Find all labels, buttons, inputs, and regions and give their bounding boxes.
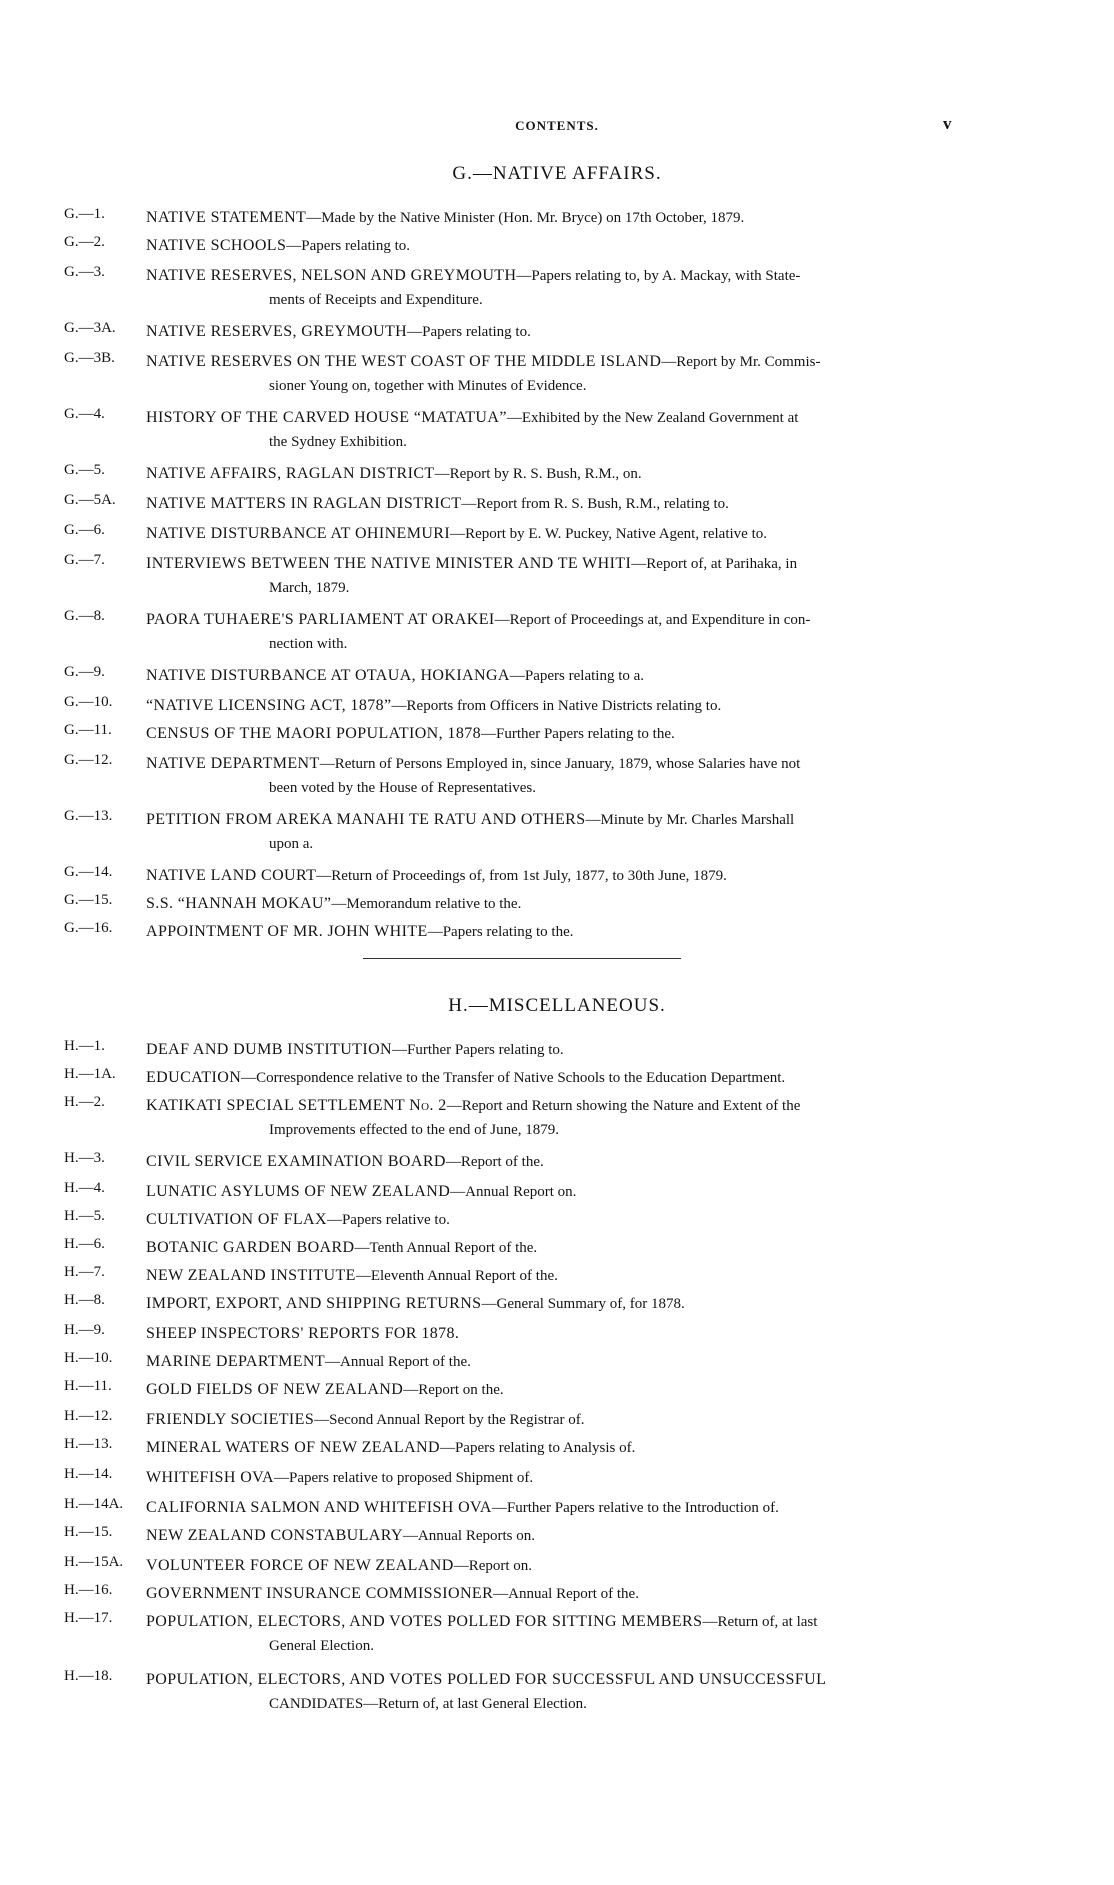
entry-text bbox=[146, 462, 976, 486]
entry-text bbox=[146, 264, 976, 312]
entry-description: —Papers relating to. bbox=[407, 324, 531, 340]
entry-description: —Annual Reports on. bbox=[402, 1528, 535, 1544]
entry-code: G.—5A. bbox=[64, 492, 116, 508]
entry-title: NATIVE STATEMENT bbox=[146, 209, 307, 226]
entry-continuation: upon a. bbox=[269, 836, 314, 852]
entry-title: HISTORY OF THE CARVED HOUSE “MATATUA” bbox=[146, 409, 507, 426]
entry-text bbox=[146, 320, 976, 344]
entry-continuation: nection with. bbox=[269, 636, 348, 652]
entry-description: —Papers relating to, by A. Mackay, with State- bbox=[516, 268, 801, 284]
entry-code: G.—11. bbox=[64, 722, 112, 738]
entry-code: G.—3B. bbox=[64, 350, 115, 366]
entry-title: NATIVE DEPARTMENT bbox=[146, 755, 320, 772]
entry-description: —Tenth Annual Report of the. bbox=[354, 1240, 538, 1256]
entry-text bbox=[146, 552, 976, 600]
entry-description: —Return of, at last bbox=[702, 1614, 818, 1630]
entry-continuation: the Sydney Exhibition. bbox=[269, 434, 407, 450]
entry-description: —Annual Report of the. bbox=[325, 1354, 471, 1370]
entry-description: —General Summary of, for 1878. bbox=[481, 1296, 685, 1312]
entry-title: MARINE DEPARTMENT bbox=[146, 1353, 326, 1370]
entry-title: POPULATION, ELECTORS, AND VOTES POLLED FOR SITTING MEMBERS bbox=[146, 1613, 703, 1630]
entry-code: G.—3. bbox=[64, 264, 105, 280]
entry-title: CENSUS OF THE MAORI POPULATION, 1878 bbox=[146, 725, 482, 742]
entry-title: NATIVE SCHOOLS bbox=[146, 237, 287, 254]
entry-description: —Report by R. S. Bush, R.M., on. bbox=[434, 466, 642, 482]
entry-continuation: ments of Receipts and Expenditure. bbox=[269, 292, 483, 308]
entry-text bbox=[146, 522, 976, 546]
entry-title: NATIVE RESERVES, NELSON AND GREYMOUTH bbox=[146, 267, 517, 284]
entry-text bbox=[146, 1208, 976, 1232]
entry-title: WHITEFISH OVA bbox=[146, 1469, 275, 1486]
entry-description: —Report by E. W. Puckey, Native Agent, relative to. bbox=[450, 526, 767, 542]
entry-code: H.—17. bbox=[64, 1610, 113, 1626]
entry-description: —Further Papers relating to the. bbox=[481, 726, 675, 742]
entry-description: —Annual Report of the. bbox=[493, 1586, 639, 1602]
entry-code: H.—14. bbox=[64, 1466, 113, 1482]
entry-description: —Report from R. S. Bush, R.M., relating to. bbox=[461, 496, 729, 512]
entry-description: —Return of Proceedings of, from 1st July, 1877, to 30th June, 1879. bbox=[316, 868, 727, 884]
entry-text bbox=[146, 1150, 976, 1174]
entry-title: SHEEP INSPECTORS' REPORTS FOR 1878. bbox=[146, 1325, 460, 1342]
entry-text bbox=[146, 1496, 976, 1520]
entry-title: APPOINTMENT OF MR. JOHN WHITE bbox=[146, 923, 428, 940]
entry-title: NATIVE MATTERS IN RAGLAN DISTRICT bbox=[146, 495, 462, 512]
entry-text bbox=[146, 694, 976, 718]
entry-text bbox=[146, 722, 976, 746]
entry-text bbox=[146, 752, 976, 800]
entry-text bbox=[146, 920, 976, 944]
entry-code: G.—15. bbox=[64, 892, 113, 908]
entry-description: —Report of, at Parihaka, in bbox=[631, 556, 798, 572]
entry-text bbox=[146, 1066, 976, 1090]
entry-code: H.—3. bbox=[64, 1150, 105, 1166]
entry-continuation: March, 1879. bbox=[269, 580, 350, 596]
entry-title: NEW ZEALAND CONSTABULARY bbox=[146, 1527, 403, 1544]
entry-text bbox=[146, 864, 976, 888]
entry-title: KATIKATI SPECIAL SETTLEMENT No. 2 bbox=[146, 1097, 447, 1114]
entry-title: LUNATIC ASYLUMS OF NEW ZEALAND bbox=[146, 1183, 451, 1200]
entry-code: H.—16. bbox=[64, 1582, 113, 1598]
entry-code: H.—15A. bbox=[64, 1554, 124, 1570]
entry-text bbox=[146, 1436, 976, 1460]
entry-description: —Second Annual Report by the Registrar of. bbox=[314, 1412, 585, 1428]
entry-code: G.—16. bbox=[64, 920, 113, 936]
entry-description: —Report of Proceedings at, and Expenditure in con- bbox=[494, 612, 811, 628]
entry-title: NEW ZEALAND INSTITUTE bbox=[146, 1267, 356, 1284]
entry-text bbox=[146, 406, 976, 454]
entry-code: H.—14A. bbox=[64, 1496, 124, 1512]
entry-code: G.—9. bbox=[64, 664, 105, 680]
section-heading-miscellaneous: H.—MISCELLANEOUS. bbox=[448, 995, 666, 1016]
entry-code: H.—10. bbox=[64, 1350, 113, 1366]
entry-text bbox=[146, 1038, 976, 1062]
entry-description: —Annual Report on. bbox=[450, 1184, 577, 1200]
entry-text bbox=[146, 1378, 976, 1402]
entry-code: H.—8. bbox=[64, 1292, 105, 1308]
section-heading-native-affairs: G.—NATIVE AFFAIRS. bbox=[452, 163, 662, 184]
entry-description: —Return of Persons Employed in, since January, 1879, whose Salaries have not bbox=[319, 756, 801, 772]
entry-code: H.—4. bbox=[64, 1180, 105, 1196]
entry-text bbox=[146, 664, 976, 688]
entry-title: S.S. “HANNAH MOKAU” bbox=[146, 895, 332, 912]
entry-description: —Papers relative to proposed Shipment of. bbox=[274, 1470, 534, 1486]
entry-description: —Papers relative to. bbox=[326, 1212, 450, 1228]
entry-description: —Report on the. bbox=[403, 1382, 504, 1398]
entry-title: FRIENDLY SOCIETIES bbox=[146, 1411, 315, 1428]
entry-title: POPULATION, ELECTORS, AND VOTES POLLED FOR SUCCESSFUL AND UNSUCCESSFUL bbox=[146, 1671, 827, 1688]
entry-code: G.—7. bbox=[64, 552, 105, 568]
entry-text bbox=[146, 206, 976, 230]
entry-description: —Exhibited by the New Zealand Government at bbox=[506, 410, 799, 426]
entry-title: NATIVE DISTURBANCE AT OTAUA, HOKIANGA bbox=[146, 667, 510, 684]
entry-title: VOLUNTEER FORCE OF NEW ZEALAND bbox=[146, 1557, 454, 1574]
entry-code: G.—4. bbox=[64, 406, 105, 422]
entry-code: H.—1A. bbox=[64, 1066, 116, 1082]
entry-description: —Report and Return showing the Nature and Extent of the bbox=[446, 1098, 801, 1114]
entry-title: NATIVE DISTURBANCE AT OHINEMURI bbox=[146, 525, 451, 542]
entry-text bbox=[146, 1524, 976, 1548]
entry-description: —Further Papers relating to. bbox=[392, 1042, 564, 1058]
entry-text bbox=[146, 1236, 976, 1260]
entry-continuation: sioner Young on, together with Minutes of Evidence. bbox=[269, 378, 587, 394]
entry-description: —Further Papers relative to the Introduction of. bbox=[491, 1500, 779, 1516]
entry-description: —Correspondence relative to the Transfer of Native Schools to the Education Department. bbox=[241, 1070, 786, 1086]
entry-title: GOVERNMENT INSURANCE COMMISSIONER bbox=[146, 1585, 494, 1602]
entry-code: G.—5. bbox=[64, 462, 105, 478]
entry-code: G.—2. bbox=[64, 234, 105, 250]
entry-code: G.—14. bbox=[64, 864, 113, 880]
entry-description: —Memorandum relative to the. bbox=[331, 896, 522, 912]
entry-title: NATIVE AFFAIRS, RAGLAN DISTRICT bbox=[146, 465, 435, 482]
entry-description: —Made by the Native Minister (Hon. Mr. Bryce) on 17th October, 1879. bbox=[306, 210, 745, 226]
entry-code: H.—18. bbox=[64, 1668, 113, 1684]
entry-title: EDUCATION bbox=[146, 1069, 242, 1086]
entry-title: GOLD FIELDS OF NEW ZEALAND bbox=[146, 1381, 404, 1398]
entry-title: PETITION FROM AREKA MANAHI TE RATU AND OTHERS bbox=[146, 811, 586, 828]
entry-title: NATIVE RESERVES, GREYMOUTH bbox=[146, 323, 408, 340]
entry-text bbox=[146, 1094, 976, 1142]
entry-code: G.—10. bbox=[64, 694, 113, 710]
entry-description: —Report on. bbox=[453, 1558, 533, 1574]
entry-text bbox=[146, 350, 976, 398]
entry-text bbox=[146, 1582, 976, 1606]
entry-title: CALIFORNIA SALMON AND WHITEFISH OVA bbox=[146, 1499, 492, 1516]
entry-code: H.—12. bbox=[64, 1408, 113, 1424]
entry-code: H.—1. bbox=[64, 1038, 105, 1054]
entry-text bbox=[146, 1350, 976, 1374]
entry-code: G.—3A. bbox=[64, 320, 116, 336]
entry-description: —Papers relating to Analysis of. bbox=[439, 1440, 636, 1456]
entry-code: H.—5. bbox=[64, 1208, 105, 1224]
entry-title: MINERAL WATERS OF NEW ZEALAND bbox=[146, 1439, 440, 1456]
entry-text bbox=[146, 1408, 976, 1432]
entry-title: DEAF AND DUMB INSTITUTION bbox=[146, 1041, 392, 1058]
entry-code: G.—1. bbox=[64, 206, 105, 222]
entry-code: G.—6. bbox=[64, 522, 105, 538]
entry-text bbox=[146, 1554, 976, 1578]
entry-title: NATIVE RESERVES ON THE WEST COAST OF THE MIDDLE ISLAND bbox=[146, 353, 662, 370]
entry-text bbox=[146, 608, 976, 656]
entry-code: G.—13. bbox=[64, 808, 113, 824]
entry-title: CULTIVATION OF FLAX bbox=[146, 1211, 327, 1228]
entry-code: H.—15. bbox=[64, 1524, 113, 1540]
entry-continuation: CANDIDATES—Return of, at last General Election. bbox=[269, 1696, 587, 1712]
entry-text bbox=[146, 1322, 976, 1346]
entry-description: —Minute by Mr. Charles Marshall bbox=[585, 812, 795, 828]
entry-code: H.—9. bbox=[64, 1322, 105, 1338]
entry-code: H.—11. bbox=[64, 1378, 112, 1394]
entry-code: G.—12. bbox=[64, 752, 113, 768]
entry-code: G.—8. bbox=[64, 608, 105, 624]
entry-description: —Papers relating to the. bbox=[427, 924, 574, 940]
entry-description: —Eleventh Annual Report of the. bbox=[355, 1268, 558, 1284]
entry-title: CIVIL SERVICE EXAMINATION BOARD bbox=[146, 1153, 446, 1170]
entry-continuation: Improvements effected to the end of June, 1879. bbox=[269, 1122, 560, 1138]
entry-continuation: General Election. bbox=[269, 1638, 374, 1654]
entry-code: H.—2. bbox=[64, 1094, 105, 1110]
entry-text bbox=[146, 1292, 976, 1316]
entry-title: IMPORT, EXPORT, AND SHIPPING RETURNS bbox=[146, 1295, 482, 1312]
section-divider bbox=[363, 958, 681, 959]
entry-code: H.—6. bbox=[64, 1236, 105, 1252]
entry-title: PAORA TUHAERE'S PARLIAMENT AT ORAKEI bbox=[146, 611, 495, 628]
entry-text bbox=[146, 1466, 976, 1490]
entry-description: —Papers relating to a. bbox=[509, 668, 645, 684]
entry-text bbox=[146, 808, 976, 856]
entry-text bbox=[146, 1610, 976, 1658]
running-title: CONTENTS. bbox=[515, 118, 599, 133]
entry-description: —Papers relating to. bbox=[286, 238, 411, 254]
entry-title: NATIVE LAND COURT bbox=[146, 867, 317, 884]
entry-title: BOTANIC GARDEN BOARD bbox=[146, 1239, 355, 1256]
entry-text bbox=[146, 1264, 976, 1288]
entry-text bbox=[146, 492, 976, 516]
entry-text bbox=[146, 234, 976, 258]
entry-continuation: been voted by the House of Representatives. bbox=[269, 780, 537, 796]
entry-text bbox=[146, 1180, 976, 1204]
entry-text bbox=[146, 892, 976, 916]
entry-title: INTERVIEWS BETWEEN THE NATIVE MINISTER AND TE WHITI bbox=[146, 555, 632, 572]
entry-text bbox=[146, 1668, 976, 1716]
entry-code: H.—7. bbox=[64, 1264, 105, 1280]
page-number: v bbox=[943, 114, 952, 133]
entry-description: —Reports from Officers in Native Districts relating to. bbox=[391, 698, 722, 714]
entry-code: H.—13. bbox=[64, 1436, 113, 1452]
entry-title: “NATIVE LICENSING ACT, 1878” bbox=[146, 697, 392, 714]
entry-description: —Report of the. bbox=[445, 1154, 544, 1170]
entry-description: —Report by Mr. Commis- bbox=[661, 354, 821, 370]
